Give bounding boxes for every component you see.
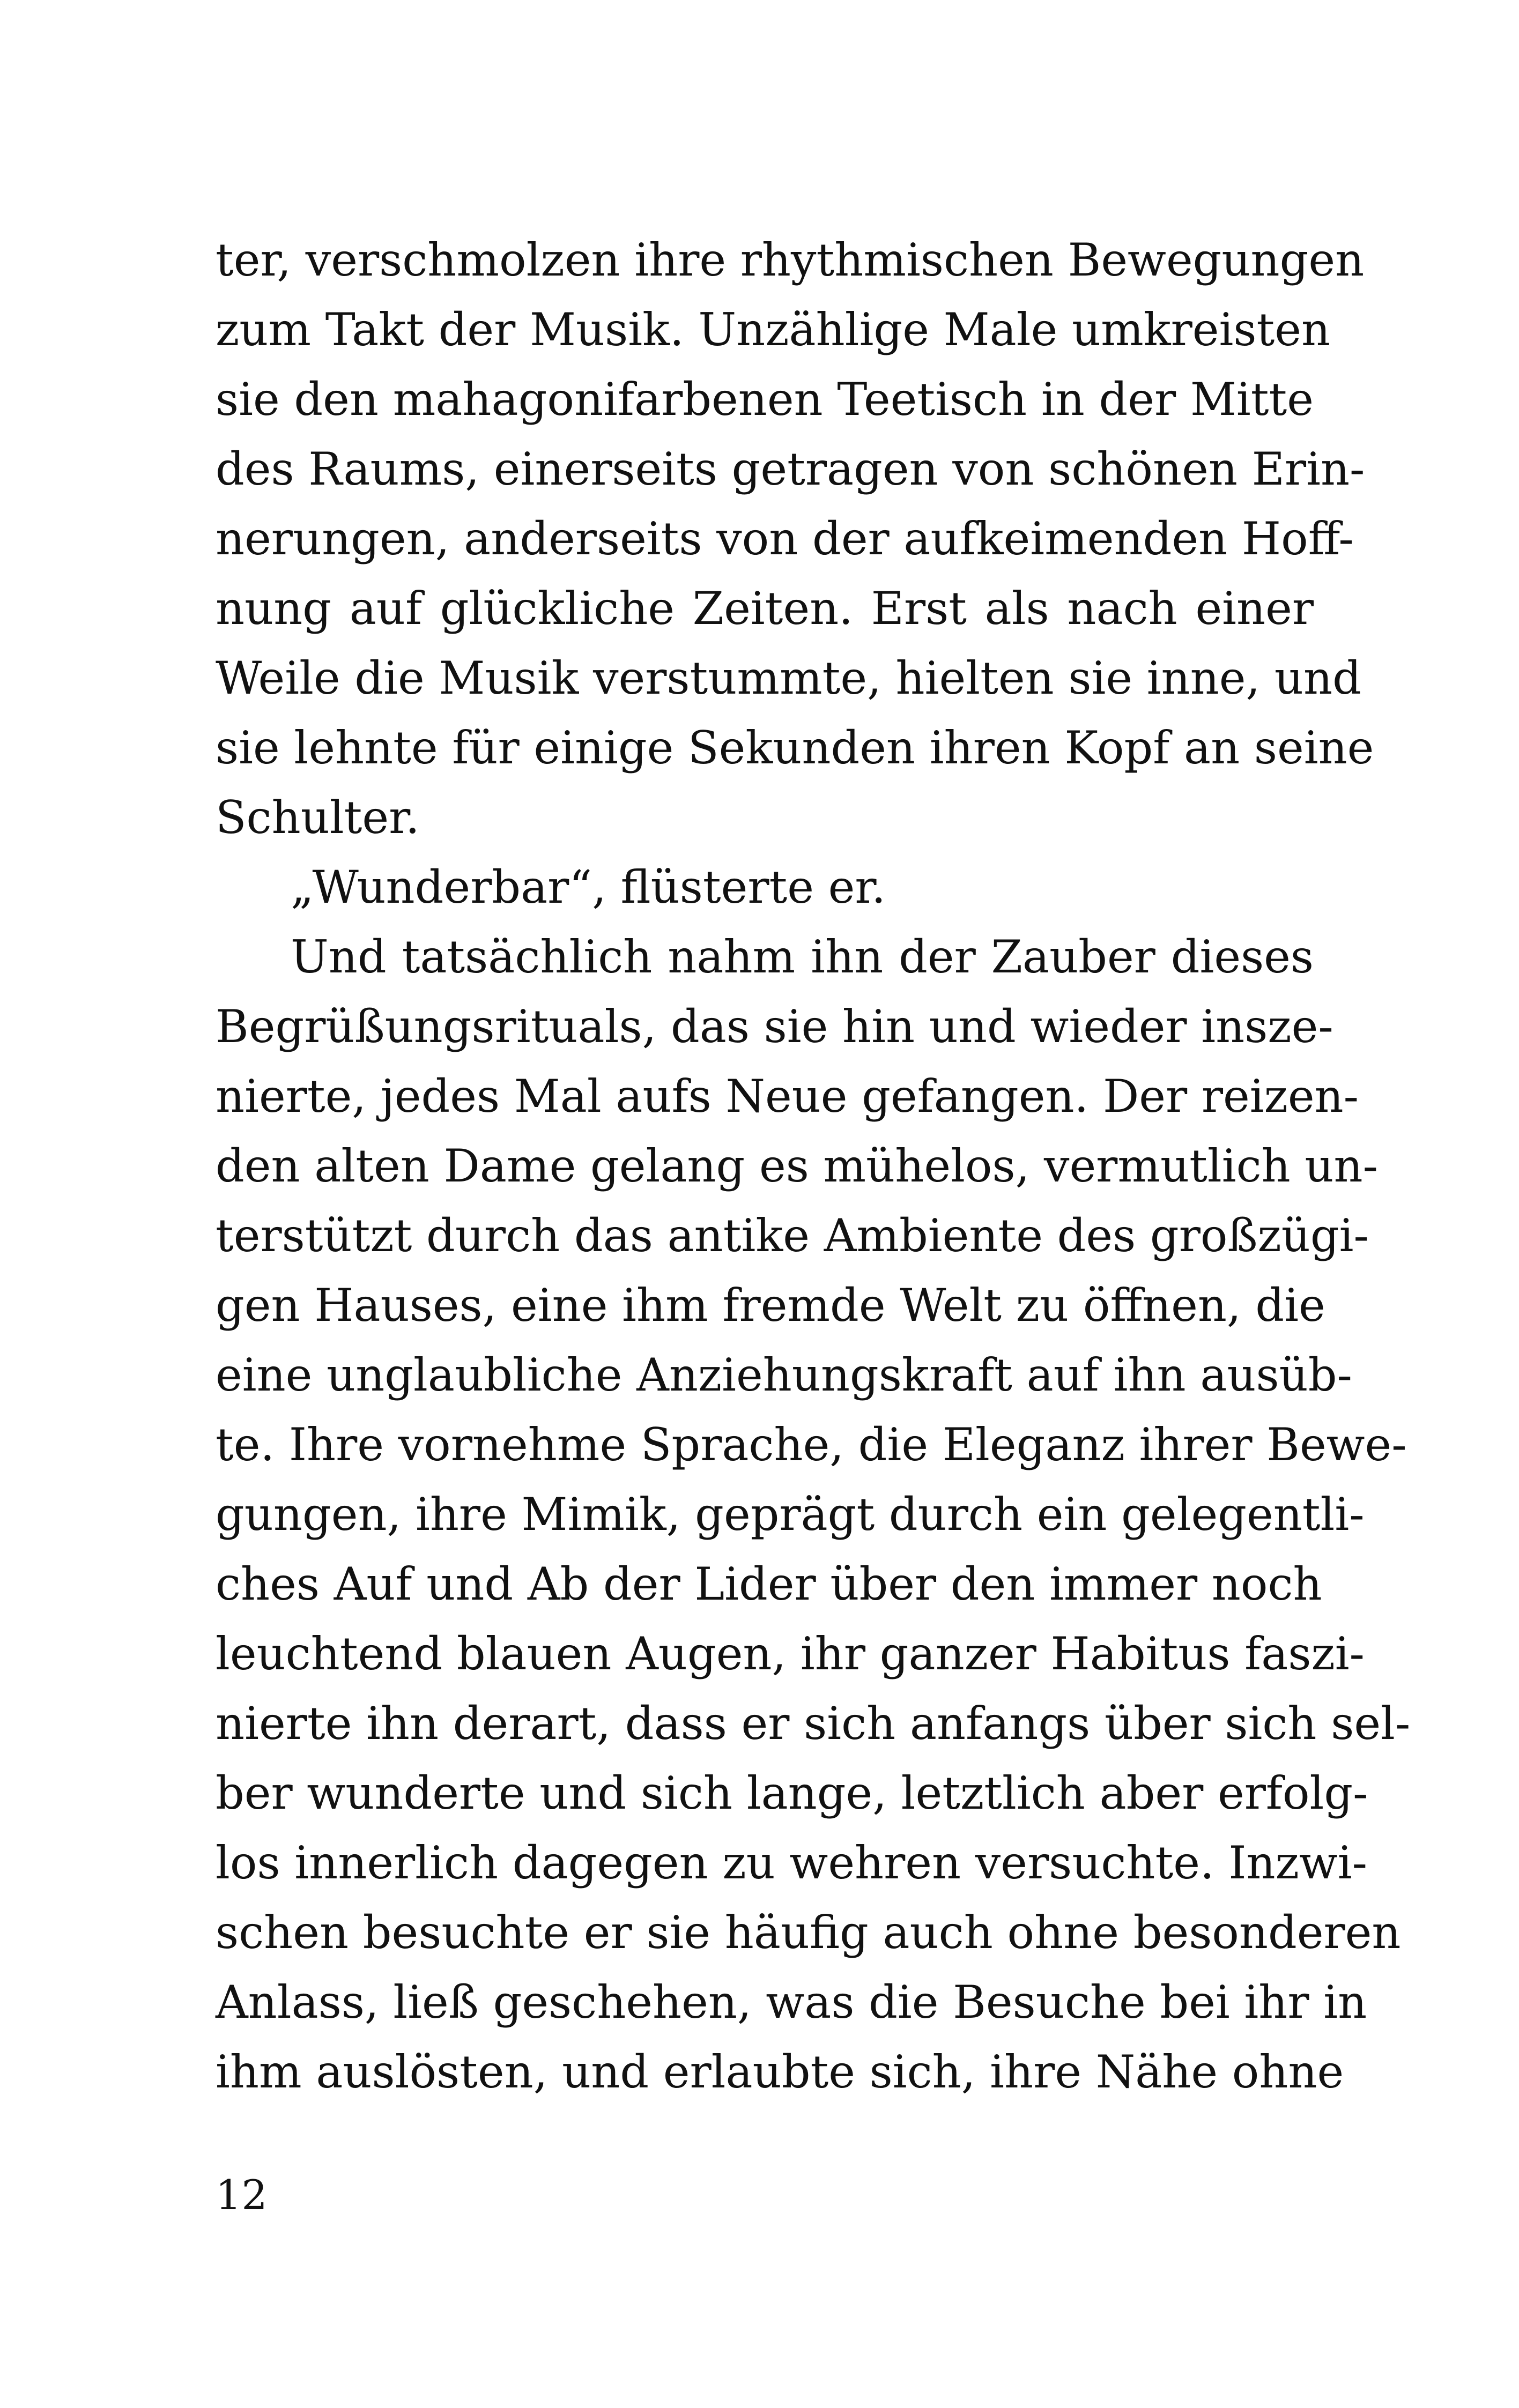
text-line: ihm auslösten, und erlaubte sich, ihre Nähe ohne xyxy=(216,2046,1344,2098)
text-line: gen Hauses, eine ihm fremde Welt zu öffnen, die xyxy=(216,1279,1325,1332)
text-line: te. Ihre vornehme Sprache, die Eleganz ihrer Bewe- xyxy=(216,1418,1407,1471)
text-line: nierte ihn derart, dass er sich anfangs über sich sel- xyxy=(216,1697,1411,1750)
paragraph-end-line: Schulter. xyxy=(216,791,420,844)
paragraph-start-line: Und tatsächlich nahm ihn der Zauber dieses xyxy=(291,931,1314,983)
text-line: sie den mahagonifarbenen Teetisch in der Mitte xyxy=(216,373,1314,426)
text-line: des Raums, einerseits getragen von schönen Erin- xyxy=(216,443,1365,495)
dialogue-line: „Wunderbar“, flüsterte er. xyxy=(291,861,886,913)
text-line: Begrüßungsrituals, das sie hin und wieder insze- xyxy=(216,1000,1333,1053)
text-line: nung auf glückliche Zeiten. Erst als nach einer xyxy=(216,582,1314,635)
text-line: nerungen, anderseits von der aufkeimenden Hoff- xyxy=(216,512,1354,565)
text-line: eine unglaubliche Anziehungskraft auf ihn ausüb- xyxy=(216,1349,1352,1401)
text-line: ches Auf und Ab der Lider über den immer noch xyxy=(216,1558,1322,1610)
text-line: schen besuchte er sie häufig auch ohne besonderen xyxy=(216,1906,1401,1959)
text-line: gungen, ihre Mimik, geprägt durch ein gelegentli- xyxy=(216,1488,1365,1541)
text-line: Anlass, ließ geschehen, was die Besuche bei ihr in xyxy=(216,1976,1367,2028)
text-line: terstützt durch das antike Ambiente des großzügi- xyxy=(216,1209,1369,1262)
text-line: Weile die Musik verstummte, hielten sie inne, und xyxy=(216,652,1361,704)
text-line: ber wunderte und sich lange, letztlich aber erfolg- xyxy=(216,1767,1368,1819)
text-line: zum Takt der Musik. Unzählige Male umkreisten xyxy=(216,303,1331,356)
body-text xyxy=(216,225,1411,2107)
text-line: nierte, jedes Mal aufs Neue gefangen. Der reizen- xyxy=(216,1070,1359,1123)
text-line: den alten Dame gelang es mühelos, vermutlich un- xyxy=(216,1140,1379,1192)
text-line: leuchtend blauen Augen, ihr ganzer Habitus faszi- xyxy=(216,1627,1365,1680)
text-line: los innerlich dagegen zu wehren versuchte. Inzwi- xyxy=(216,1837,1368,1889)
text-line: ter, verschmolzen ihre rhythmischen Bewegungen xyxy=(216,234,1365,286)
page-number: 12 xyxy=(216,2171,268,2219)
text-line: sie lehnte für einige Sekunden ihren Kopf an seine xyxy=(216,722,1374,774)
